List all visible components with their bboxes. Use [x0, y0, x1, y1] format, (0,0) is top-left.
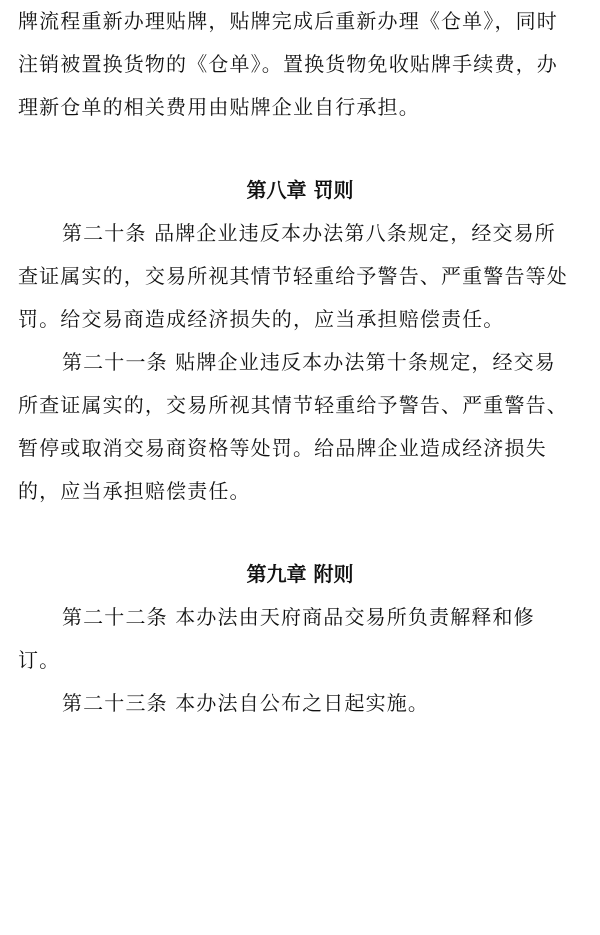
paragraph-line: 订。	[18, 648, 61, 672]
paragraph-line: 注销被置换货物的《仓单》。置换货物免收贴牌手续费，办	[18, 52, 558, 76]
paragraph-line: 理新仓单的相关费用由贴牌企业自行承担。	[18, 95, 420, 119]
paragraph-line: 所查证属实的，交易所视其情节轻重给予警告、严重警告、	[18, 393, 568, 417]
paragraph-line: 罚。给交易商造成经济损失的，应当承担赔偿责任。	[18, 307, 505, 331]
chapter-9-heading: 第九章 附则	[246, 562, 354, 586]
paragraph-line: 第二十一条 贴牌企业违反本办法第十条规定，经交易	[62, 350, 556, 374]
paragraph-line: 暂停或取消交易商资格等处罚。给品牌企业造成经济损失	[18, 436, 547, 460]
paragraph-line: 牌流程重新办理贴牌，贴牌完成后重新办理《仓单》，同时	[18, 9, 558, 33]
chapter-8-heading: 第八章 罚则	[246, 178, 354, 202]
paragraph-line: 第二十二条 本办法由天府商品交易所负责解释和修	[62, 605, 535, 629]
paragraph-line: 查证属实的，交易所视其情节轻重给予警告、严重警告等处	[18, 264, 568, 288]
paragraph-line: 的，应当承担赔偿责任。	[18, 479, 251, 503]
paragraph-line: 第二十条 品牌企业违反本办法第八条规定，经交易所	[62, 221, 556, 245]
paragraph-line: 第二十三条 本办法自公布之日起实施。	[62, 691, 430, 715]
